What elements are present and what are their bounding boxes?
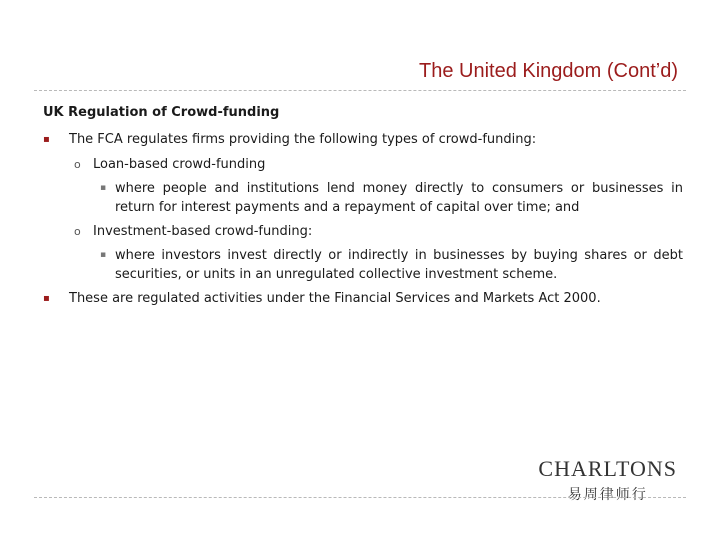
slide-title: The United Kingdom (Cont’d) (418, 60, 678, 82)
detail-text: where investors invest directly or indirectly in businesses by buying shares or debt securities, or units in an unregulated collective investment scheme. (115, 248, 683, 282)
square-bullet-icon: ▪ (43, 134, 50, 145)
logo-name-cn: 易周律师行 (567, 487, 648, 503)
sub-bullet-text: Loan-based crowd-funding (93, 157, 266, 172)
small-square-bullet-icon: ▪ (100, 250, 107, 260)
slide-body (43, 105, 683, 314)
detail-item (43, 179, 683, 217)
bullet-item (43, 289, 683, 308)
detail-item (43, 246, 683, 284)
section-heading: UK Regulation of Crowd-funding (43, 105, 280, 120)
sub-bullet-item (43, 222, 683, 241)
bottom-divider (34, 497, 686, 498)
top-divider (34, 90, 686, 91)
bullet-text: The FCA regulates firms providing the following types of crowd-funding: (69, 132, 537, 147)
circle-bullet-icon: o (74, 158, 81, 171)
detail-text: where people and institutions lend money directly to consumers or businesses in return for interest payments and a repayment of capital over time; and (115, 181, 683, 215)
logo-name-en: CHARLTONS (538, 456, 677, 481)
sub-bullet-item (43, 155, 683, 174)
bullet-text: These are regulated activities under the Financial Services and Markets Act 2000. (69, 291, 601, 306)
square-bullet-icon: ▪ (43, 293, 50, 304)
circle-bullet-icon: o (74, 225, 81, 238)
small-square-bullet-icon: ▪ (100, 183, 107, 193)
bullet-item (43, 130, 683, 149)
sub-bullet-text: Investment-based crowd-funding: (93, 224, 313, 239)
